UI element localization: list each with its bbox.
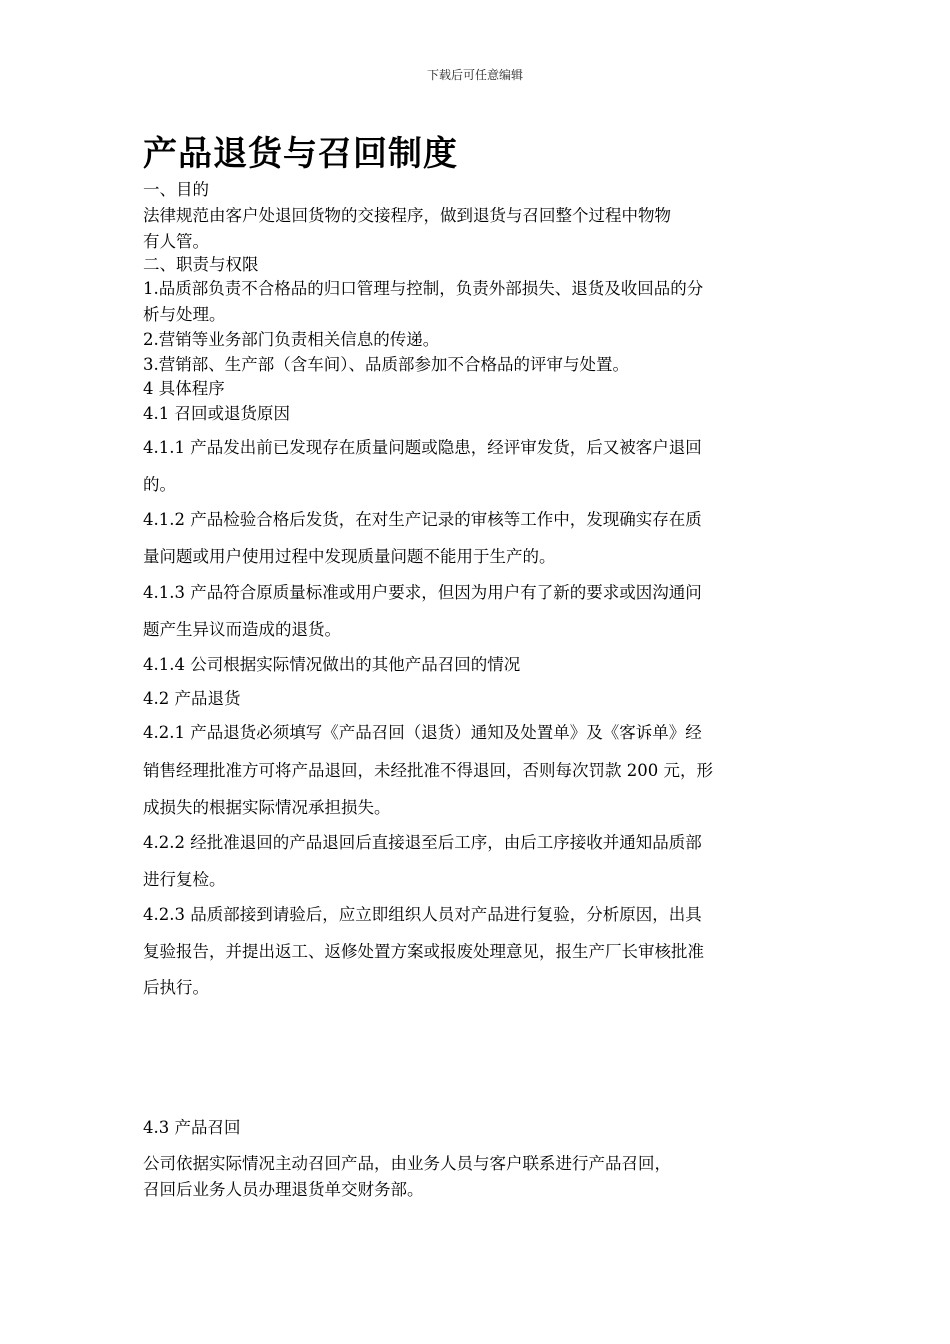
body-line: 4.1.3 产品符合原质量标准或用户要求，但因为用户有了新的要求或因沟通问 [143,583,702,602]
body-line: 析与处理。 [143,305,226,324]
body-line: 4.2.3 品质部接到请验后，应立即组织人员对产品进行复验，分析原因，出具 [143,905,702,924]
body-line: 的。 [143,475,176,494]
body-line: 量问题或用户使用过程中发现质量问题不能用于生产的。 [143,547,556,566]
body-line: 4.2 产品退货 [143,689,241,708]
body-line: 4.1.4 公司根据实际情况做出的其他产品召回的情况 [143,655,521,674]
body-line: 4 具体程序 [143,379,225,398]
document-title: 产品退货与召回制度 [143,134,458,174]
body-line: 4.1.2 产品检验合格后发货，在对生产记录的审核等工作中，发现确实存在质 [143,510,702,529]
body-line: 3.营销部、生产部（含车间）、品质部参加不合格品的评审与处置。 [143,355,629,374]
body-line: 后执行。 [143,978,209,997]
body-line: 进行复检。 [143,870,226,889]
body-line: 法律规范由客户处退回货物的交接程序，做到退货与召回整个过程中物物 [143,206,671,225]
body-line: 成损失的根据实际情况承担损失。 [143,798,391,817]
body-line: 销售经理批准方可将产品退回，未经批准不得退回，否则每次罚款 200 元，形 [143,761,713,780]
body-line: 公司依据实际情况主动召回产品，由业务人员与客户联系进行产品召回， [143,1154,671,1173]
body-line: 二、职责与权限 [143,255,259,274]
body-line: 复验报告，并提出返工、返修处置方案或报废处理意见，报生产厂长审核批准 [143,942,704,961]
body-line: 题产生异议而造成的退货。 [143,620,341,639]
body-line: 召回后业务人员办理退货单交财务部。 [143,1180,424,1199]
body-line: 1.品质部负责不合格品的归口管理与控制，负责外部损失、退货及收回品的分 [143,279,704,298]
page-header-note: 下载后可任意编辑 [426,68,523,82]
body-line: 4.2.2 经批准退回的产品退回后直接退至后工序，由后工序接收并通知品质部 [143,833,702,852]
body-line: 有人管。 [143,232,209,251]
body-line: 4.1 召回或退货原因 [143,404,290,423]
body-line: 2.营销等业务部门负责相关信息的传递。 [143,330,440,349]
body-line: 4.2.1 产品退货必须填写《产品召回（退货）通知及处置单》及《客诉单》经 [143,723,702,742]
body-line: 4.3 产品召回 [143,1118,241,1137]
body-line: 一、目的 [143,180,209,199]
body-line: 4.1.1 产品发出前已发现存在质量问题或隐患，经评审发货，后又被客户退回 [143,438,702,457]
